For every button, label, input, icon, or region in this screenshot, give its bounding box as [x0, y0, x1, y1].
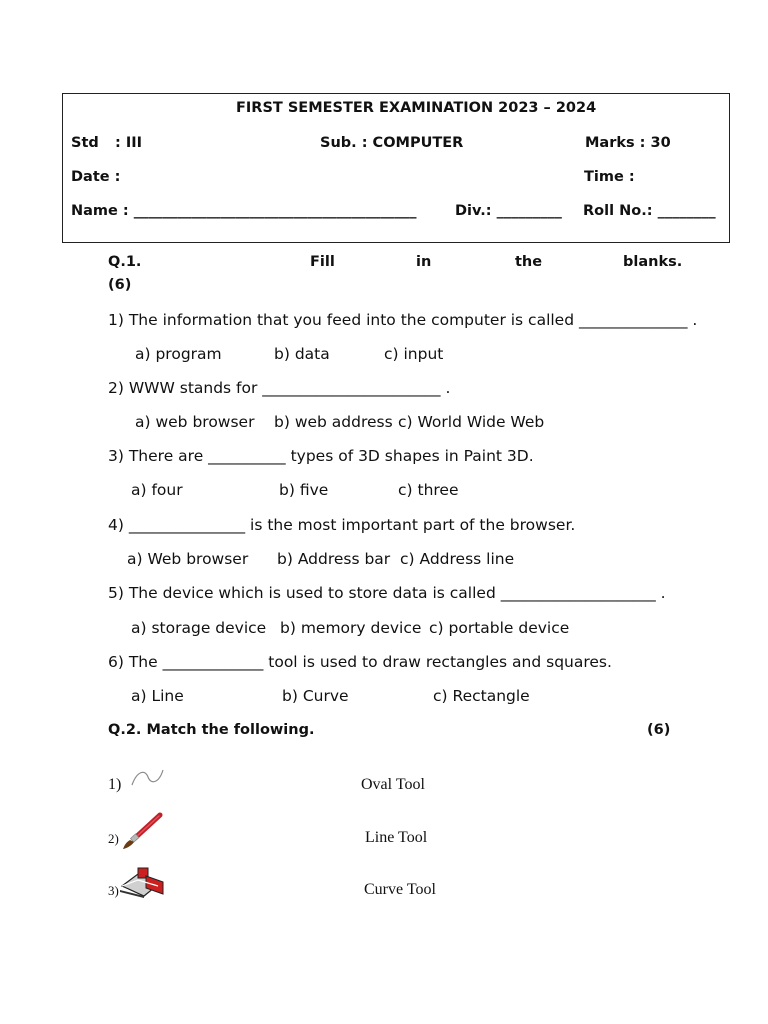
q1-word-the: the: [515, 254, 543, 270]
question-2: 2) WWW stands for _______________________ .: [108, 379, 451, 397]
q1-marks: (6): [108, 277, 132, 293]
subject: Sub. : COMPUTER: [320, 135, 464, 151]
exam-title: FIRST SEMESTER EXAMINATION 2023 – 2024: [236, 100, 597, 116]
q2-title: Q.2. Match the following.: [108, 722, 315, 738]
q6-option-b: b) Curve: [282, 687, 349, 705]
q5-option-c: c) portable device: [429, 619, 570, 637]
match-item-1-number: 1): [108, 776, 122, 793]
q3-option-b: b) five: [279, 481, 329, 499]
q3-option-a: a) four: [131, 481, 183, 499]
q1-word-fill: Fill: [310, 254, 335, 270]
q2-option-a: a) web browser: [135, 413, 255, 431]
name-field: Name : _______________________________________: [71, 203, 417, 219]
match-item-1-tool: Oval Tool: [361, 776, 425, 793]
q4-option-a: a) Web browser: [127, 550, 249, 568]
std-label: Std: [71, 135, 99, 151]
div-field: Div.: _________: [455, 203, 562, 219]
q2-marks: (6): [647, 722, 671, 738]
time-label: Time :: [584, 169, 635, 185]
q6-option-c: c) Rectangle: [433, 687, 530, 705]
q1-number: Q.1.: [108, 254, 142, 270]
question-5: 5) The device which is used to store data is called ____________________ .: [108, 584, 666, 602]
question-4: 4) _______________ is the most important part of the browser.: [108, 516, 576, 534]
q4-option-b: b) Address bar: [277, 550, 391, 568]
fill-bucket-icon: [118, 864, 166, 898]
q3-option-c: c) three: [398, 481, 459, 499]
match-item-2-tool: Line Tool: [365, 829, 428, 846]
q5-option-b: b) memory device: [280, 619, 422, 637]
q1-word-in: in: [416, 254, 432, 270]
marks: Marks : 30: [585, 135, 671, 151]
match-item-3-tool: Curve Tool: [364, 881, 436, 898]
q1-option-b: b) data: [274, 345, 330, 363]
question-1: 1) The information that you feed into the computer is called ______________ .: [108, 311, 698, 329]
q1-option-a: a) program: [135, 345, 222, 363]
std-value: : III: [115, 135, 143, 151]
roll-no-field: Roll No.: ________: [583, 203, 716, 219]
q1-option-c: c) input: [384, 345, 444, 363]
match-item-2-number: 2): [108, 831, 119, 846]
brush-icon: [120, 812, 164, 850]
q6-option-a: a) Line: [131, 687, 184, 705]
match-item-3-number: 3): [108, 883, 119, 898]
date-label: Date :: [71, 169, 121, 185]
curve-icon: [129, 764, 167, 790]
q2-option-b: b) web address: [274, 413, 393, 431]
q5-option-a: a) storage device: [131, 619, 267, 637]
q2-option-c: c) World Wide Web: [398, 413, 545, 431]
q4-option-c: c) Address line: [400, 550, 515, 568]
question-6: 6) The _____________ tool is used to draw rectangles and squares.: [108, 653, 612, 671]
q1-word-blanks: blanks.: [623, 254, 683, 270]
question-3: 3) There are __________ types of 3D shapes in Paint 3D.: [108, 447, 534, 465]
